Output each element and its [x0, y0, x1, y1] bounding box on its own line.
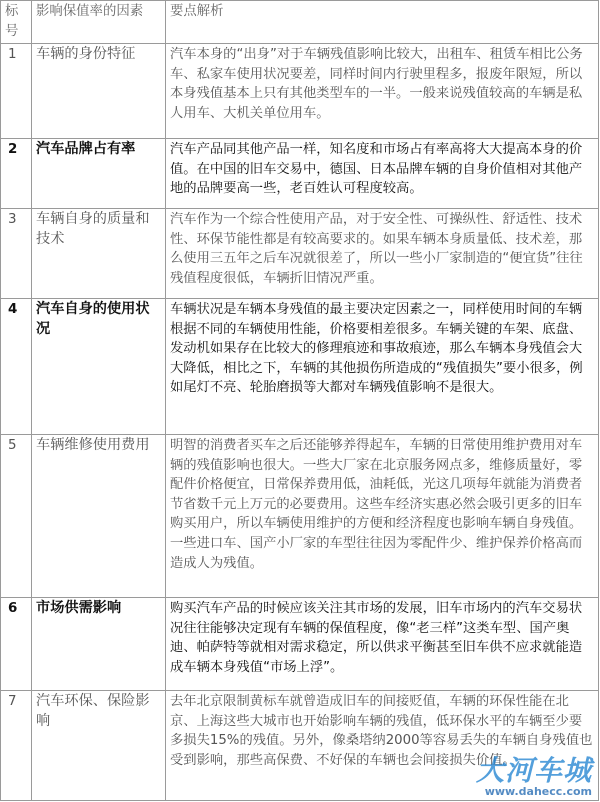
- table-header-row: [1, 1, 599, 44]
- header-analysis: 要点解析: [166, 1, 599, 44]
- row-analysis: 汽车本身的“出身”对于车辆残值影响比较大，出租车、租赁车相比公务车、私家车使用状况要差，同样时间内行驶里程多，报废年限短，所以本身残值基本上只有其他类型车的一半。一般来说残值较高的车辆是私人用车、大机关单位用车。: [166, 44, 599, 139]
- header-number: 标号: [1, 1, 32, 44]
- table-row: [1, 435, 599, 598]
- row-number: 6: [1, 598, 32, 691]
- watermark: [476, 749, 592, 798]
- row-number: 1: [1, 44, 32, 139]
- table-row: [1, 299, 599, 435]
- row-analysis: 车辆状况是车辆本身残值的最主要决定因素之一，同样使用时间的车辆根据不同的车辆使用性能，价格要相差很多。车辆关键的车架、底盘、发动机如果存在比较大的修理痕迹和事故痕迹，那么车辆本身残值会大大降低，相比之下，车辆的其他损伤所造成的“残值损失”要小很多，例如尾灯不亮、轮胎磨损等大都对车辆残值影响不是很大。: [166, 299, 599, 435]
- row-factor: 车辆自身的质量和技术: [32, 209, 166, 299]
- table-row: [1, 598, 599, 691]
- row-analysis: 去年北京限制黄标车就曾造成旧车的间接贬值，车辆的环保性能在北京、上海这些大城市也开始影响车辆的残值，低环保水平的车辆至少要多损失15%的残值。另外，像桑塔纳2000等容易丢失的车辆自身残值也受到影响，那些高保费、不好保的车辆也会间接损失价值。: [166, 691, 599, 801]
- table-row: [1, 209, 599, 299]
- watermark-url: www.dahecc.com: [484, 785, 592, 798]
- table-row: [1, 139, 599, 209]
- row-analysis: 明智的消费者买车之后还能够养得起车，车辆的日常使用维护费用对车辆的残值影响也很大。一些大厂家在北京服务网点多，维修质量好，零配件价格便宜，日常保养费用低，油耗低，光这几项每年就能为消费者节省数千元上万元的必要费用。这些车经济实惠必然会吸引更多的旧车购买用户，所以车辆使用维护的方便和经济程度也影响车辆自身残值。一些进口车、国产小厂家的车型往往因为零配件少、维护保养价格高而造成人为残值。: [166, 435, 599, 598]
- row-number: 3: [1, 209, 32, 299]
- row-factor: 汽车自身的使用状况: [32, 299, 166, 435]
- row-number: 5: [1, 435, 32, 598]
- row-number: 7: [1, 691, 32, 801]
- watermark-logo: 大河车城: [475, 754, 592, 787]
- row-factor: 车辆的身份特征: [32, 44, 166, 139]
- row-number: 2: [1, 139, 32, 209]
- row-analysis: 汽车作为一个综合性使用产品，对于安全性、可操纵性、舒适性、技术性、环保节能性都是有较高要求的。如果车辆本身质量低、技术差，那么使用三五年之后车况就很差了，所以一些小厂家制造的“便宜货”往往残值程度很低，车辆折旧情况严重。: [166, 209, 599, 299]
- row-factor: 市场供需影响: [32, 598, 166, 691]
- row-analysis: 购买汽车产品的时候应该关注其市场的发展，旧车市场内的汽车交易状况往往能够决定现有车辆的保值程度，像“老三样”这类车型、国产奥迪、帕萨特等就相对需求稳定，所以供求平衡甚至旧车供不应求就能造成车辆本身残值“市场上浮”。: [166, 598, 599, 691]
- row-factor: 车辆维修使用费用: [32, 435, 166, 598]
- header-factor: 影响保值率的因素: [32, 1, 166, 44]
- table-row: [1, 44, 599, 139]
- row-factor: 汽车品牌占有率: [32, 139, 166, 209]
- row-number: 4: [1, 299, 32, 435]
- row-analysis: 汽车产品同其他产品一样，知名度和市场占有率高将大大提高本身的价值。在中国的旧车交易中，德国、日本品牌车辆的自身价值相对其他产地的品牌要高一些，老百姓认可程度较高。: [166, 139, 599, 209]
- row-factor: 汽车环保、保险影响: [32, 691, 166, 801]
